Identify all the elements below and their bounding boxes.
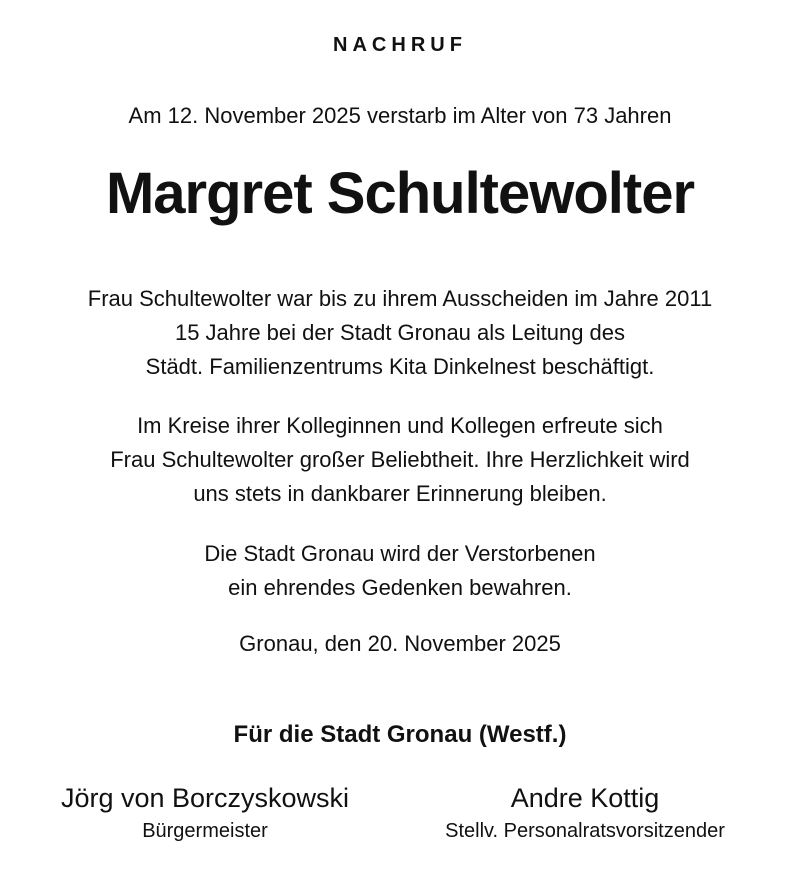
paragraph-line: Städt. Familienzentrums Kita Dinkelnest beschäftigt. — [145, 354, 655, 379]
signatory-staff-council — [385, 780, 785, 846]
signatory-role: Bürgermeister — [142, 820, 268, 842]
signatory-role: Stellv. Personalratsvorsitzender — [445, 820, 725, 842]
intro-line: Am 12. November 2025 verstarb im Alter von 73 Jahren — [128, 103, 672, 128]
paragraph-line: Frau Schultewolter war bis zu ihrem Ausscheiden im Jahre 2011 — [87, 286, 713, 311]
paragraph-line: Die Stadt Gronau wird der Verstorbenen — [204, 541, 596, 566]
signatory-name: Jörg von Borczyskowski — [60, 783, 350, 813]
place-date: Gronau, den 20. November 2025 — [239, 631, 561, 656]
notice-heading: NACHRUF — [333, 34, 467, 56]
paragraph-line: uns stets in dankbarer Erinnerung bleiben. — [193, 481, 607, 506]
remembrance-paragraph — [0, 537, 800, 605]
deceased-name: Margret Schultewolter — [105, 161, 695, 226]
signatory-name: Andre Kottig — [510, 783, 660, 813]
paragraph-line: Frau Schultewolter großer Beliebtheit. Ihre Herzlichkeit wird — [110, 447, 690, 472]
appreciation-paragraph — [0, 409, 800, 511]
career-paragraph — [0, 282, 800, 384]
paragraph-line: 15 Jahre bei der Stadt Gronau als Leitung des — [174, 320, 626, 345]
organization-line: Für die Stadt Gronau (Westf.) — [233, 721, 567, 748]
paragraph-line: Im Kreise ihrer Kolleginnen und Kollegen erfreute sich — [137, 413, 663, 438]
paragraph-line: ein ehrendes Gedenken bewahren. — [228, 575, 572, 600]
signatory-mayor — [5, 780, 405, 846]
